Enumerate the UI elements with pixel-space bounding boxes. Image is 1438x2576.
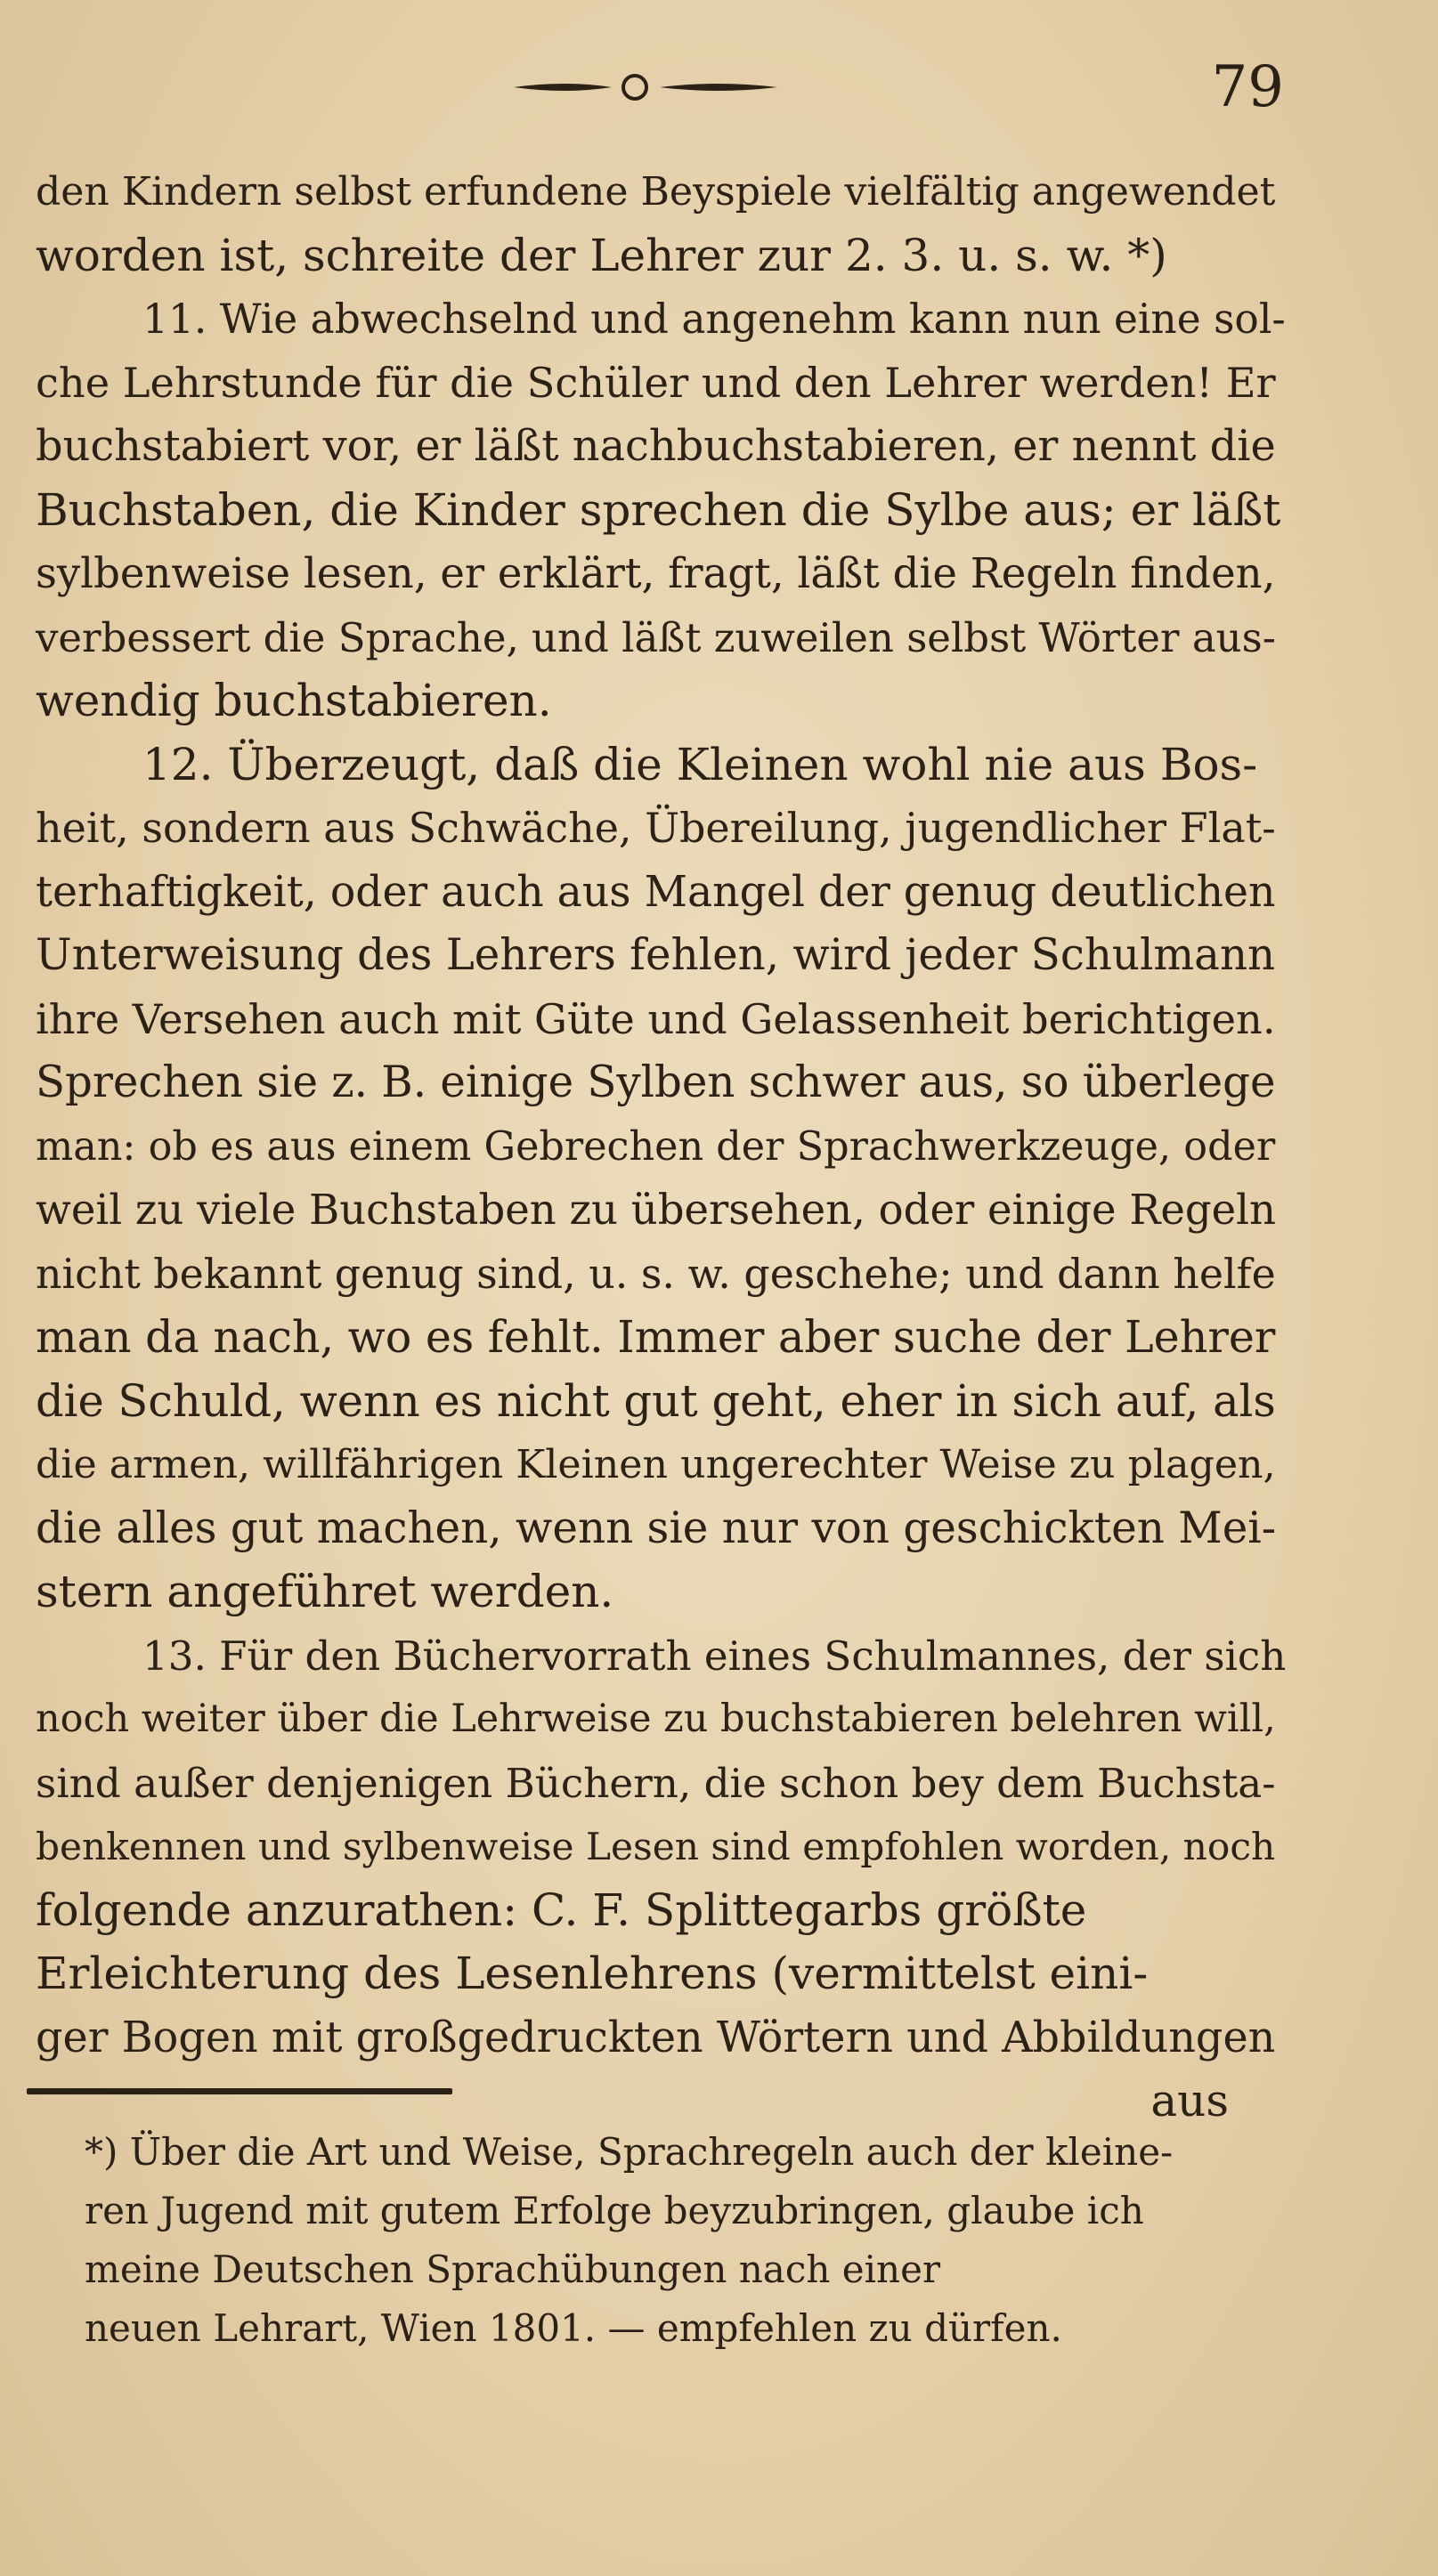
text-line: den Kindern selbst erfundene Beyspiele vielfältig angewendet (36, 169, 1276, 215)
text-line: ihre Versehen auch mit Güte und Gelassenheit berichtigen. (36, 994, 1276, 1043)
text-line: die armen, willfährigen Kleinen ungerechter Weise zu plagen, (36, 1442, 1276, 1487)
footnote (85, 2123, 1296, 2358)
text-line: worden ist, schreite der Lehrer zur 2. 3. u. s. w. *) (36, 229, 1167, 281)
text-line: folgende anzurathen: C. F. Splittegarbs größte (36, 1883, 1087, 1936)
text-line: die alles gut machen, wenn sie nur von geschickten Mei- (36, 1503, 1277, 1553)
paragraph-11-start: 11. Wie abwechselnd und angenehm kann nun eine sol- (142, 296, 1286, 343)
main-text (36, 160, 1287, 2134)
text-line: sylbenweise lesen, er erklärt, fragt, läßt die Regeln finden, (36, 549, 1276, 597)
text-line: buchstabiert vor, er läßt nachbuchstabieren, er nennt die (36, 422, 1276, 471)
text-line: stern angeführet werden. (36, 1566, 614, 1617)
text-line: Unterweisung des Lehrers fehlen, wird jeder Schulmann (36, 930, 1276, 980)
text-line: Buchstaben, die Kinder sprechen die Sylbe aus; er läßt (36, 483, 1281, 536)
page-header (0, 52, 1438, 123)
text-line: nicht bekannt genug sind, u. s. w. geschehe; und dann helfe (36, 1249, 1276, 1298)
footnote-line: *) Über die Art und Weise, Sprachregeln auch der kleine- (85, 2130, 1174, 2174)
text-line: verbessert die Sprache, und läßt zuweilen selbst Wörter aus- (36, 613, 1276, 661)
footnote-line: neuen Lehrart, Wien 1801. — empfehlen zu dürfen. (85, 2306, 1062, 2350)
text-line: wendig buchstabieren. (36, 675, 552, 726)
paragraph-12-start: 12. Überzeugt, daß die Kleinen wohl nie aus Bos- (142, 738, 1258, 790)
text-line: che Lehrstunde für die Schüler und den Lehrer werden! Er (36, 358, 1276, 407)
text-line: die Schuld, wenn es nicht gut geht, eher in sich auf, als (36, 1374, 1276, 1427)
text-line: Sprechen sie z. B. einige Sylben schwer aus, so überlege (36, 1057, 1276, 1107)
text-line: weil zu viele Buchstaben zu übersehen, oder einige Regeln (36, 1186, 1277, 1234)
ornament-rule-icon (512, 71, 779, 103)
text-line: man: ob es aus einem Gebrechen der Sprachwerkzeuge, oder (36, 1122, 1276, 1170)
text-line: ger Bogen mit großgedruckten Wörtern und Abbildungen (36, 2013, 1276, 2062)
footnote-line: ren Jugend mit gutem Erfolge beyzubringen, glaube ich (85, 2189, 1144, 2232)
text-line: sind außer denjenigen Büchern, die schon bey dem Buchsta- (36, 1759, 1276, 1807)
text-line: benkennen und sylbenweise Lesen sind empfohlen worden, noch (36, 1825, 1276, 1868)
text-line: man da nach, wo es fehlt. Immer aber suche der Lehrer (36, 1311, 1276, 1363)
footnote-separator (27, 2088, 452, 2094)
text-line: terhaftigkeit, oder auch aus Mangel der genug deutlichen (36, 867, 1276, 917)
text-line: noch weiter über die Lehrweise zu buchstabieren belehren will, (36, 1697, 1276, 1741)
footnote-line: meine Deutschen Sprachübungen nach einer (85, 2248, 941, 2291)
paragraph-13-start: 13. Für den Büchervorrath eines Schulmannes, der sich (142, 1632, 1287, 1680)
text-line: Erleichterung des Lesenlehrens (vermittelst eini- (36, 1948, 1149, 1999)
catchword: aus (1150, 2075, 1229, 2126)
page-number: 79 (1211, 54, 1284, 120)
text-line: heit, sondern aus Schwäche, Übereilung, jugendlicher Flat- (36, 804, 1276, 852)
